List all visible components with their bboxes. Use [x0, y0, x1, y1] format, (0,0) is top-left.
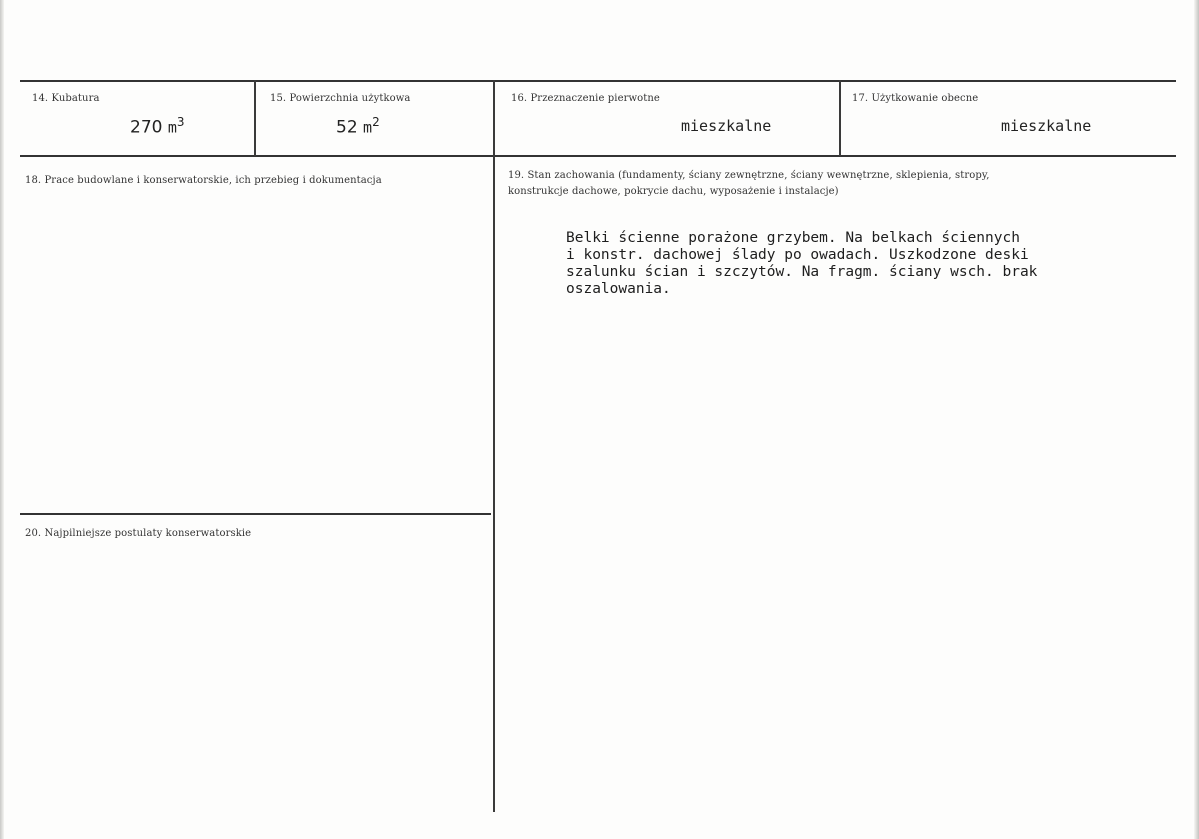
row-divider [20, 155, 1176, 157]
field-15-label: 15. Powierzchnia użytkowa [270, 93, 411, 104]
typed-line: i konstr. dachowej ślady po owadach. Uszkodzone deski [566, 247, 1029, 263]
field-19-label-line2: konstrukcje dachowe, pokrycie dachu, wyposażenie i instalacje) [508, 186, 839, 197]
field-16-value: mieszkalne [681, 117, 772, 135]
field-14-number: 270 [130, 117, 163, 138]
field-19-typed-text [566, 230, 1166, 298]
field-14-exponent: 3 [176, 115, 185, 129]
paper-edge-right [1194, 0, 1199, 839]
field-20-label: 20. Najpilniejsze postulaty konserwatorskie [25, 528, 252, 539]
divider-16-17 [839, 80, 841, 156]
typed-line: oszalowania. [566, 281, 671, 297]
typed-line: Belki ścienne porażone grzybem. Na belkach ściennych [566, 230, 1020, 246]
main-vertical-divider [493, 80, 495, 812]
field-14-unit: m [167, 118, 177, 137]
field-19-label-line1: 19. Stan zachowania (fundamenty, ściany zewnętrzne, ściany wewnętrzne, sklepienia, stropy, [508, 170, 990, 181]
field-17-label: 17. Użytkowanie obecne [852, 93, 979, 104]
field-15-value [336, 115, 380, 138]
field-15-number: 52 [336, 117, 358, 138]
paper-edge-left [0, 0, 4, 839]
top-rule [20, 80, 1176, 82]
field-15-exponent: 2 [372, 115, 380, 129]
left-section-divider [20, 513, 491, 515]
typed-line: szalunku ścian i szczytów. Na fragm. ściany wsch. brak [566, 264, 1038, 280]
field-16-label: 16. Przeznaczenie pierwotne [511, 93, 660, 104]
field-14-label: 14. Kubatura [32, 93, 100, 104]
field-14-value [130, 115, 185, 138]
field-17-value: mieszkalne [1001, 117, 1092, 135]
field-15-unit: m [363, 118, 373, 137]
field-18-label: 18. Prace budowlane i konserwatorskie, ich przebieg i dokumentacja [25, 175, 382, 186]
divider-14-15 [254, 80, 256, 156]
